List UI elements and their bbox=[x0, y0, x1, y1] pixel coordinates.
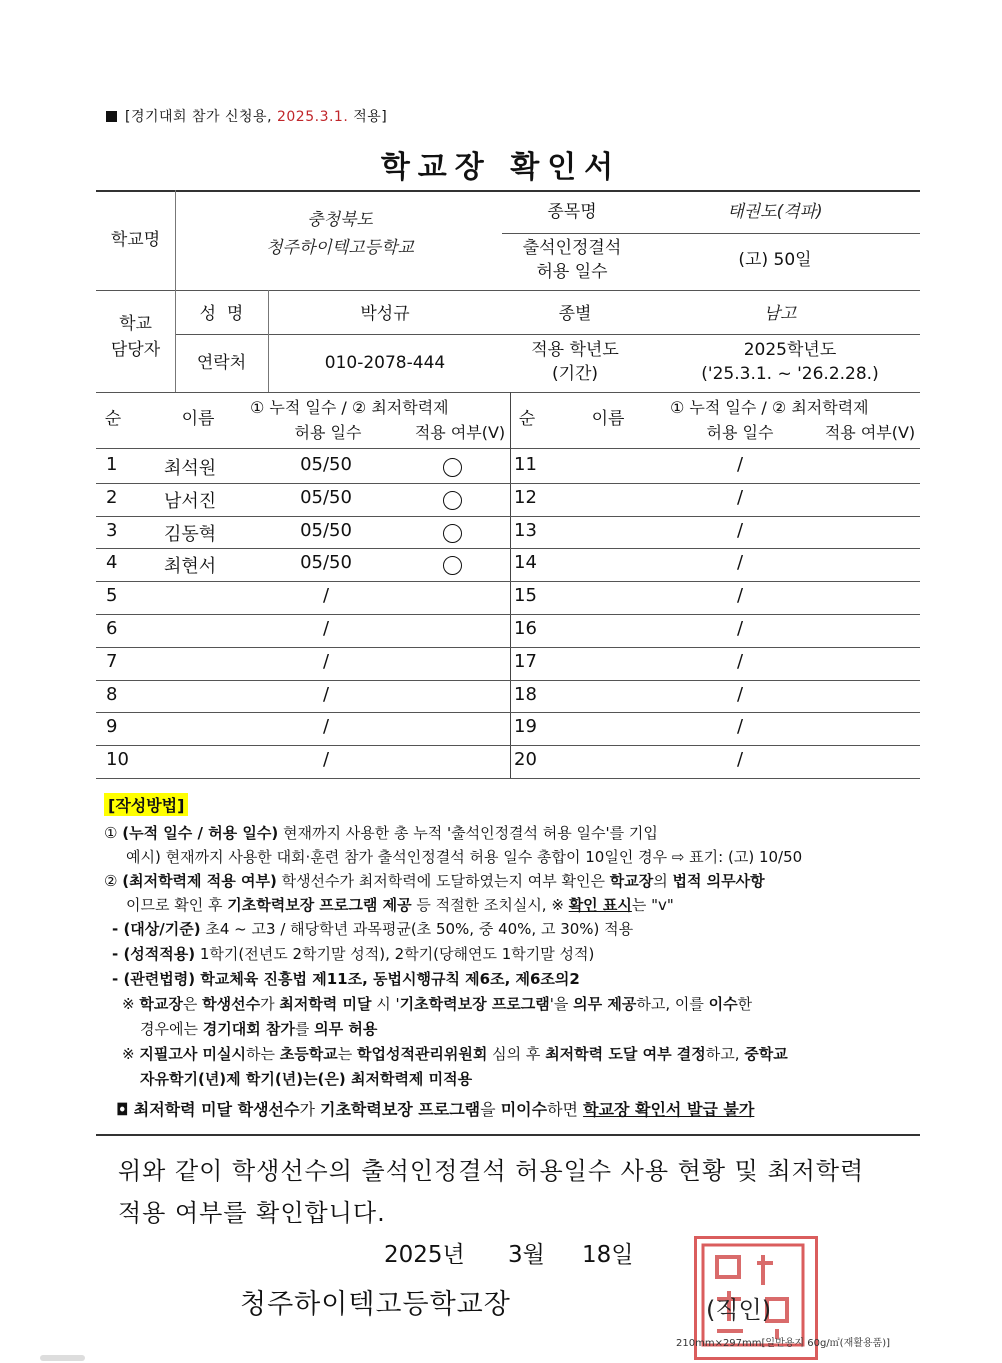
contact-value: 010-2078-444 bbox=[324, 352, 446, 373]
name-header-right: 이름 bbox=[591, 408, 625, 429]
name-header-left: 이름 bbox=[181, 408, 215, 429]
guide-item-1: ① (누적 일수 / 허용 일수) 현재까지 사용한 총 누적 '출석인정결석 허용 일수'를 기입 bbox=[104, 824, 658, 842]
row-number: 2 bbox=[106, 486, 118, 508]
check-header-left: 적용 여부(V) bbox=[414, 423, 506, 443]
row-number: 15 bbox=[514, 585, 537, 607]
contact-label: 연락처 bbox=[196, 352, 247, 373]
absence-label: 출석인정결석 bbox=[522, 237, 622, 258]
seq-header-left: 순 bbox=[104, 408, 122, 429]
days-header-right-line2: 허용 일수 bbox=[706, 423, 774, 443]
guide-note-1-line2: 경우에는 경기대회 참가를 의무 허용 bbox=[140, 1020, 378, 1038]
square-bullet-icon bbox=[106, 111, 117, 122]
row-divider bbox=[96, 712, 920, 713]
student-name: 남서진 bbox=[164, 490, 217, 512]
cumulative-days: / bbox=[322, 749, 330, 771]
cumulative-days: / bbox=[322, 585, 330, 607]
event-label: 종목명 bbox=[547, 201, 597, 222]
year-label-line2: (기간) bbox=[551, 363, 599, 384]
row-number: 1 bbox=[106, 454, 118, 475]
date-year: 2025년 bbox=[384, 1242, 465, 1268]
form-usage-note: [경기대회 참가 신청용, 2025.3.1. 적용] bbox=[106, 106, 387, 126]
row-number: 6 bbox=[106, 618, 118, 639]
paper-spec-footer: 210mm×297mm[일반용지 60g/㎡(재활용품)] bbox=[676, 1338, 891, 1349]
divider bbox=[502, 233, 920, 234]
row-number: 12 bbox=[514, 486, 537, 508]
student-name: 최석원 bbox=[164, 458, 217, 479]
event-value: 태권도(격파) bbox=[727, 201, 823, 222]
year-label: 적용 학년도 bbox=[531, 339, 619, 360]
cumulative-days: / bbox=[736, 749, 744, 771]
guide-note-2: ※ 지필고사 미실시하는 초등학교는 학업성적관리위원회 심의 후 최저학력 도달 여부 결정하고, 중학교 bbox=[122, 1045, 788, 1063]
row-number: 11 bbox=[514, 454, 537, 475]
guide-item-2: ② (최저학력제 적용 여부) 학생선수가 최저학력에 도달하였는지 여부 확인은 학교장의 법적 의무사항 bbox=[104, 872, 765, 890]
guide-item-2-line2: 이므로 확인 후 기초학력보장 프로그램 제공 등 적절한 조치실시, ※ 확인 표시는 "v" bbox=[126, 896, 674, 914]
school-province: 충청북도 bbox=[307, 209, 373, 230]
row-number: 20 bbox=[514, 749, 537, 771]
cumulative-days: / bbox=[736, 454, 744, 475]
absence-label-line2: 허용 일수 bbox=[536, 261, 608, 282]
cumulative-days: / bbox=[736, 650, 744, 672]
row-number: 8 bbox=[106, 683, 118, 705]
row-number: 17 bbox=[514, 650, 537, 672]
check-header-right: 적용 여부(V) bbox=[824, 423, 916, 443]
cumulative-days: 05/50 bbox=[300, 486, 352, 508]
guide-target: - (대상/기준) 초4 ~ 고3 / 해당학년 과목평균(초 50%, 중 40%, 고 30%) 적용 bbox=[112, 920, 634, 938]
check-circle-icon bbox=[443, 524, 462, 543]
guide-example: 예시) 현재까지 사용한 대회·훈련 참가 출석인정결석 허용 일수 총합이 10일인 경우 ⇨ 표기: (고) 10/50 bbox=[126, 848, 803, 866]
staff-label: 학교 bbox=[119, 313, 152, 334]
cumulative-days: / bbox=[322, 683, 330, 705]
row-number: 13 bbox=[514, 519, 537, 541]
cumulative-days: / bbox=[736, 683, 744, 705]
row-divider bbox=[96, 581, 920, 582]
row-number: 5 bbox=[106, 585, 118, 607]
cumulative-days: / bbox=[736, 618, 744, 639]
seal-label: (직인) bbox=[706, 1296, 772, 1324]
row-divider bbox=[96, 548, 920, 549]
gender-value: 남고 bbox=[763, 303, 797, 324]
table-top-border bbox=[96, 190, 920, 192]
row-divider bbox=[96, 745, 920, 746]
school-name: 청주하이텍고등학교 bbox=[266, 237, 414, 258]
cumulative-days: 05/50 bbox=[300, 552, 352, 574]
year-value: 2025학년도 bbox=[743, 339, 837, 360]
year-period: ('25.3.1. ~ '26.2.28.) bbox=[701, 363, 879, 384]
cumulative-days: 05/50 bbox=[300, 519, 352, 541]
seq-header-right: 순 bbox=[518, 408, 536, 429]
row-divider bbox=[96, 483, 920, 484]
warning-box-icon: ◘ bbox=[116, 1100, 129, 1119]
row-number: 3 bbox=[106, 519, 118, 541]
guide-note-2-line2: 자유학기(년)제 학기(년)는(은) 최저학력제 미적용 bbox=[140, 1070, 473, 1088]
divider bbox=[268, 290, 269, 392]
row-number: 7 bbox=[106, 650, 118, 672]
date-day: 18일 bbox=[582, 1242, 634, 1268]
guide-law: - (관련법령) 학교체육 진흥법 제11조, 동법시행규칙 제6조, 제6조의2 bbox=[112, 970, 580, 988]
check-circle-icon bbox=[443, 491, 462, 510]
days-header-left: ① 누적 일수 / ② 최저학력제 bbox=[250, 398, 449, 418]
divider bbox=[175, 334, 920, 335]
guide-heading: [작성방법] bbox=[104, 793, 188, 816]
row-divider bbox=[96, 614, 920, 615]
cumulative-days: / bbox=[736, 552, 744, 574]
absence-value: (고) 50일 bbox=[738, 249, 812, 270]
row-divider bbox=[96, 516, 920, 517]
student-name: 최현서 bbox=[164, 556, 217, 578]
row-number: 9 bbox=[106, 716, 118, 738]
row-number: 14 bbox=[514, 552, 537, 574]
scan-artifact bbox=[40, 1355, 85, 1361]
cumulative-days: / bbox=[736, 486, 744, 508]
guide-final-warning: ◘ 최저학력 미달 학생선수가 기초학력보장 프로그램을 미이수하면 학교장 확인서 발급 불가 bbox=[116, 1100, 755, 1119]
name-label: 성 명 bbox=[199, 303, 244, 324]
row-divider bbox=[96, 680, 920, 681]
staff-label-line2: 담당자 bbox=[110, 339, 161, 360]
check-circle-icon bbox=[443, 556, 462, 575]
cumulative-days: / bbox=[736, 716, 744, 738]
row-divider bbox=[96, 647, 920, 648]
cumulative-days: / bbox=[322, 716, 330, 738]
divider bbox=[96, 290, 920, 291]
principal-name: 청주하이텍고등학교장 bbox=[240, 1289, 511, 1320]
check-circle-icon bbox=[443, 458, 462, 477]
row-number: 19 bbox=[514, 716, 537, 738]
student-name: 김동혁 bbox=[164, 523, 217, 545]
cumulative-days: / bbox=[322, 650, 330, 672]
date-month: 3월 bbox=[508, 1242, 545, 1268]
cumulative-days: / bbox=[322, 618, 330, 639]
staff-name: 박성규 bbox=[360, 303, 410, 324]
cumulative-days: 05/50 bbox=[300, 454, 352, 475]
row-number: 18 bbox=[514, 683, 537, 705]
divider bbox=[510, 392, 511, 778]
row-number: 4 bbox=[106, 552, 118, 574]
document-title: 학교장 확인서 bbox=[380, 150, 622, 185]
row-divider bbox=[96, 778, 920, 779]
guide-bottom-border bbox=[96, 1134, 920, 1136]
effective-date: 2025.3.1. bbox=[276, 109, 349, 125]
cumulative-days: / bbox=[736, 585, 744, 607]
gender-label: 종별 bbox=[558, 303, 592, 324]
confirmation-statement: 위와 같이 학생선수의 출석인정결석 허용일수 사용 현황 및 최저학력 적용 여부를 확인합니다. bbox=[118, 1157, 865, 1227]
days-header-right: ① 누적 일수 / ② 최저학력제 bbox=[670, 398, 869, 418]
row-number: 16 bbox=[514, 618, 537, 639]
guide-note-1: ※ 학교장은 학생선수가 최저학력 미달 시 '기초학력보장 프로그램'을 의무 제공하고, 이를 이수한 bbox=[122, 995, 753, 1013]
days-header-left-line2: 허용 일수 bbox=[294, 423, 362, 443]
guide-grade: - (성적적용) 1학기(전년도 2학기말 성적), 2학기(당해연도 1학기말 성적) bbox=[112, 945, 595, 963]
row-number: 10 bbox=[106, 749, 129, 771]
divider bbox=[96, 392, 920, 393]
school-label: 학교명 bbox=[110, 229, 161, 250]
divider bbox=[96, 448, 920, 449]
cumulative-days: / bbox=[736, 519, 744, 541]
